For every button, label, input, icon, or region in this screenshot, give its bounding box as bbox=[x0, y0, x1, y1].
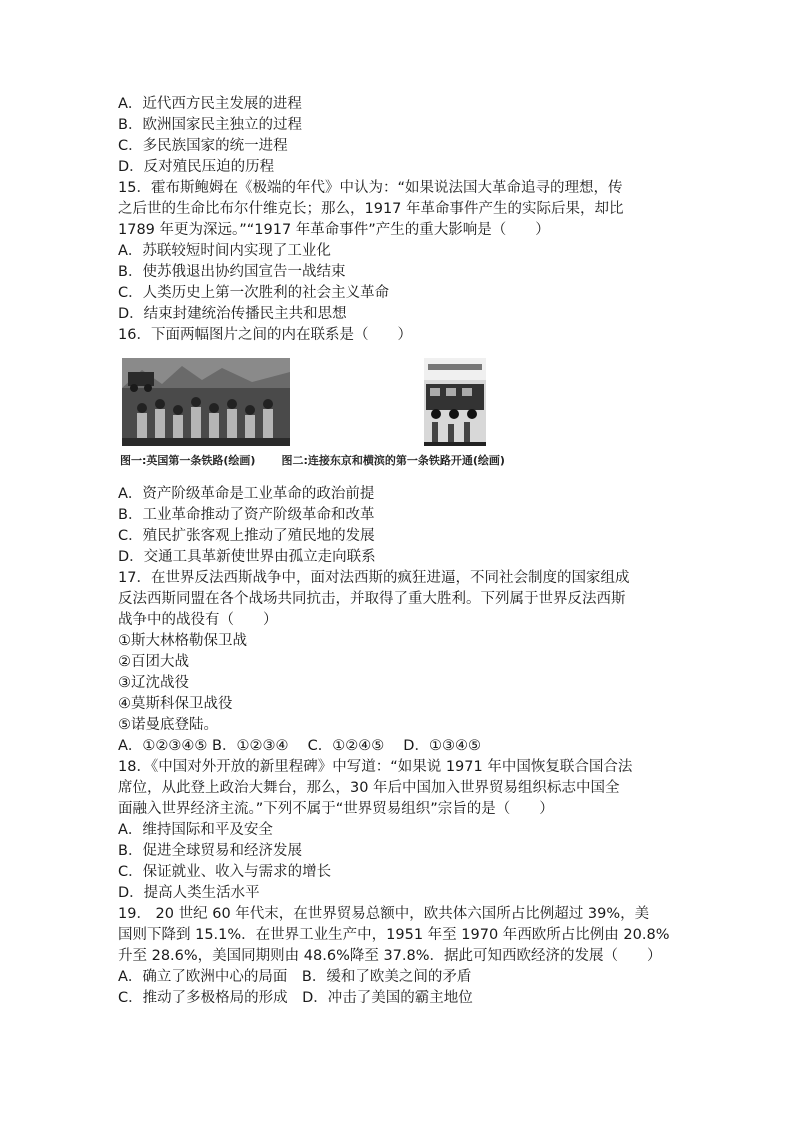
option-c: C．保证就业、收入与需求的增长 bbox=[118, 864, 332, 880]
question-stem: 18．《中国对外开放的新里程碑》中写道：“如果说 1971 年中国恢复联合国合法 bbox=[118, 759, 633, 775]
question-19 bbox=[118, 904, 688, 1009]
list-item: ③辽沈战役 bbox=[118, 675, 189, 691]
option-a: A．资产阶级革命是工业革命的政治前提 bbox=[118, 486, 375, 502]
question-stem: 1789 年更为深远。”“1917 年革命事件”产生的重大影响是（ ） bbox=[118, 222, 550, 238]
option-a: A．近代西方民主发展的进程 bbox=[118, 96, 302, 112]
question-stem: 17．在世界反法西斯战争中，面对法西斯的疯狂进逼，不同社会制度的国家组成 bbox=[118, 570, 630, 586]
option-c: C．殖民扩张客观上推动了殖民地的发展 bbox=[118, 528, 375, 544]
question-stem: 反法西斯同盟在各个战场共同抗击，并取得了重大胜利。下列属于世界反法西斯 bbox=[118, 591, 626, 607]
question-18 bbox=[118, 757, 688, 904]
list-item: ①斯大林格勒保卫战 bbox=[118, 633, 247, 649]
question-stem: 16．下面两幅图片之间的内在联系是（ ） bbox=[118, 327, 412, 343]
options-row: A．确立了欧洲中心的局面 B．缓和了欧美之间的矛盾 bbox=[118, 969, 472, 985]
railway-painting-england bbox=[122, 358, 290, 446]
q14-options bbox=[118, 94, 688, 178]
option-b: B．使苏俄退出协约国宣告一战结束 bbox=[118, 264, 346, 280]
option-c: C．人类历史上第一次胜利的社会主义革命 bbox=[118, 285, 390, 301]
option-b: B．促进全球贸易和经济发展 bbox=[118, 843, 302, 859]
option-a: A．苏联较短时间内实现了工业化 bbox=[118, 243, 331, 259]
question-stem: 席位，从此登上政治大舞台，那么，30 年后中国加入世界贸易组织标志中国全 bbox=[118, 780, 620, 796]
question-stem: 国则下降到 15.1%．在世界工业生产中，1951 年至 1970 年西欧所占比例由 20.8% bbox=[118, 927, 670, 943]
list-item: ⑤诺曼底登陆。 bbox=[118, 717, 218, 733]
option-a: A．维持国际和平及安全 bbox=[118, 822, 273, 838]
question-stem: 19． 20 世纪 60 年代末，在世界贸易总额中，欧共体六国所占比例超过 39%，美 bbox=[118, 906, 650, 922]
railway-painting-japan bbox=[424, 358, 486, 446]
question-15 bbox=[118, 178, 688, 325]
question-stem: 战争中的战役有（ ） bbox=[118, 612, 278, 628]
option-d: D．结束封建统治传播民主共和思想 bbox=[118, 306, 347, 322]
option-d: D．提高人类生活水平 bbox=[118, 885, 260, 901]
option-c: C．多民族国家的统一进程 bbox=[118, 138, 288, 154]
options-row: C．推动了多极格局的形成 D．冲击了美国的霸主地位 bbox=[118, 990, 473, 1006]
option-b: B．工业革命推动了资产阶级革命和改革 bbox=[118, 507, 375, 523]
option-b: B．欧洲国家民主独立的过程 bbox=[118, 117, 302, 133]
question-stem: 15．霍布斯鲍姆在《极端的年代》中认为：“如果说法国大革命追寻的理想，传 bbox=[118, 180, 623, 196]
list-item: ②百团大战 bbox=[118, 654, 189, 670]
question-stem: 升至 28.6%，美国同期则由 48.6%降至 37.8%．据此可知西欧经济的发展（ ） bbox=[118, 948, 662, 964]
figure-captions bbox=[120, 452, 505, 468]
figure-pair bbox=[118, 352, 688, 484]
figure-1-caption: 图一:英国第一条铁路(绘画) bbox=[120, 454, 256, 467]
option-d: D．反对殖民压迫的历程 bbox=[118, 159, 275, 175]
question-17 bbox=[118, 568, 688, 757]
option-d: D．交通工具革新使世界由孤立走向联系 bbox=[118, 549, 376, 565]
list-item: ④莫斯科保卫战役 bbox=[118, 696, 233, 712]
question-16 bbox=[118, 325, 688, 568]
figure-2-caption: 图二:连接东京和横滨的第一条铁路开通(绘画) bbox=[281, 454, 505, 467]
document-page bbox=[118, 94, 688, 1009]
question-stem: 面融入世界经济主流。”下列不属于“世界贸易组织”宗旨的是（ ） bbox=[118, 801, 554, 817]
question-stem: 之后世的生命比布尔什维克长；那么，1917 年革命事件产生的实际后果，却比 bbox=[118, 201, 624, 217]
options-row: A．①②③④⑤ B．①②③④ C．①②④⑤ D．①③④⑤ bbox=[118, 738, 481, 754]
